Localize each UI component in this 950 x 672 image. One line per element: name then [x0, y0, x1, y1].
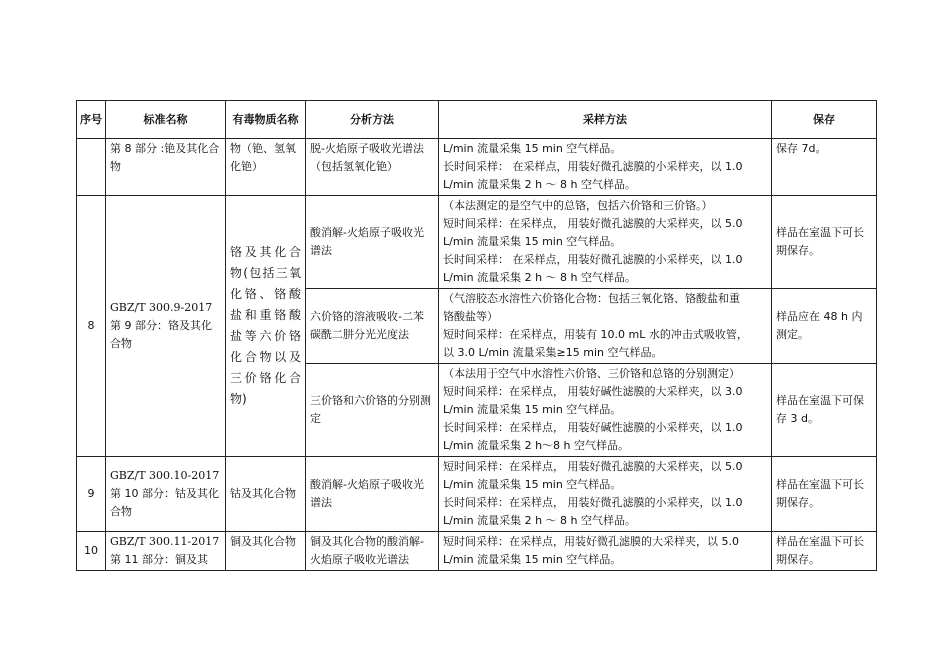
sampling-line: L/min 流量采集 2 h～8 h 空气样品。 [443, 439, 630, 452]
sampling-line: （本法测定的是空气中的总铬，包括六价铬和三价铬。） [443, 199, 713, 212]
analysis-method: 三价铬和六价铬的分别测定 [306, 364, 439, 457]
analysis-method: 脱-火焰原子吸收光谱法（包括氢氧化铯） [306, 139, 439, 196]
sampling-method [439, 139, 772, 196]
storage: 样品在室温下可保存 3 d。 [772, 364, 877, 457]
sampling-line: 短时间采样：在采样点，用装好微孔滤膜的大采样夹，以 5.0 [443, 535, 739, 548]
row-number [77, 139, 106, 196]
sampling-line: 长时间采样：在采样点， 用装好碱性滤膜的小采样夹，以 1.0 [443, 421, 743, 434]
analysis-method: 铜及其化合物的酸消解-火焰原子吸收光谱法 [306, 532, 439, 571]
sampling-method [439, 532, 772, 571]
storage: 样品在室温下可长期保存。 [772, 457, 877, 532]
sampling-line: 短时间采样：在采样点， 用装好微孔滤膜的大采样夹，以 5.0 [443, 460, 743, 473]
sampling-line: 短时间采样：在采样点， 用装好微孔滤膜的大采样夹，以 5.0 [443, 217, 743, 230]
analysis-method: 六价铬的溶液吸收-二苯碳酰二肼分光光度法 [306, 289, 439, 364]
standard-name [106, 139, 226, 196]
sampling-method [439, 457, 772, 532]
table-row [77, 196, 877, 289]
analysis-method: 酸消解-火焰原子吸收光谱法 [306, 457, 439, 532]
header-row [77, 101, 877, 139]
sampling-line: L/min 流量采集 2 h ～ 8 h 空气样品。 [443, 271, 636, 284]
sampling-line: 短时间采样：在采样点， 用装好碱性滤膜的大采样夹，以 3.0 [443, 385, 743, 398]
header-method: 分析方法 [306, 101, 439, 139]
sampling-line: 铬酸盐等） [443, 310, 498, 323]
header-sampling: 采样方法 [439, 101, 772, 139]
toxic-substance: 钴及其化合物 [226, 457, 306, 532]
row-number: 8 [77, 196, 106, 457]
sampling-method [439, 364, 772, 457]
table-row [77, 457, 877, 532]
standard-code: GBZ/T 300.11-2017 [110, 535, 220, 548]
sampling-line: L/min 流量采集 15 min 空气样品。 [443, 553, 622, 566]
storage: 样品在室温下可长期保存。 [772, 196, 877, 289]
sampling-line: 短时间采样：在采样点，用装有 10.0 mL 水的冲击式吸收管， [443, 328, 748, 341]
storage: 保存 7d。 [772, 139, 877, 196]
header-standard: 标准名称 [106, 101, 226, 139]
storage: 样品在室温下可长期保存。 [772, 532, 877, 571]
sampling-line: L/min 流量采集 15 min 空气样品。 [443, 478, 622, 491]
sampling-line: L/min 流量采集 15 min 空气样品。 [443, 235, 622, 248]
sampling-line: 长时间采样：在采样点， 用装好微孔滤膜的小采样夹，以 1.0 [443, 496, 743, 509]
standard-part: 第 10 部分：钴及其化合物 [110, 487, 219, 518]
sampling-line: L/min 流量采集 2 h ～ 8 h 空气样品。 [443, 514, 636, 527]
sampling-line: 长时间采样： 在采样点，用装好微孔滤膜的小采样夹，以 1.0 [443, 253, 743, 266]
sampling-line: （气溶胶态水溶性六价铬化合物：包括三氧化铬、铬酸盐和重 [443, 292, 740, 305]
sampling-line: 长时间采样： 在采样点，用装好微孔滤膜的小采样夹，以 1.0 [443, 160, 743, 173]
table-row [77, 139, 877, 196]
sampling-line: L/min 流量采集 2 h ～ 8 h 空气样品。 [443, 178, 636, 191]
analysis-method: 酸消解-火焰原子吸收光谱法 [306, 196, 439, 289]
header-substance: 有毒物质名称 [226, 101, 306, 139]
standard-part: 第 11 部分：铜及其 [110, 553, 208, 566]
row-number: 10 [77, 532, 106, 571]
sampling-line: 以 3.0 L/min 流量采集≥15 min 空气样品。 [443, 346, 663, 359]
header-storage: 保存 [772, 101, 877, 139]
standards-table [76, 100, 877, 571]
standard-part: 第 8 部分 :铯及其化合物 [110, 142, 220, 173]
storage: 样品应在 48 h 内测定。 [772, 289, 877, 364]
standard-code: GBZ/T 300.10-2017 [110, 469, 220, 482]
standard-code: GBZ/T 300.9-2017 [110, 301, 213, 314]
sampling-line: L/min 流量采集 15 min 空气样品。 [443, 403, 622, 416]
header-no: 序号 [77, 101, 106, 139]
toxic-substance: 铜及其化合物 [226, 532, 306, 571]
table-row [77, 532, 877, 571]
sampling-line: L/min 流量采集 15 min 空气样品。 [443, 142, 622, 155]
toxic-substance: 铬及其化合物(包括三氧化铬、铬酸盐和重铬酸盐等六价铬化合物以及三价铬化合物) [226, 196, 306, 457]
toxic-substance: 物（铯、氢氧化铯） [226, 139, 306, 196]
standard-name [106, 457, 226, 532]
row-number: 9 [77, 457, 106, 532]
standard-name [106, 196, 226, 457]
sampling-line: （本法用于空气中水溶性六价铬、三价铬和总铬的分别测定） [443, 367, 740, 380]
standard-part: 第 9 部分：铬及其化合物 [110, 319, 212, 350]
standard-name [106, 532, 226, 571]
sampling-method [439, 196, 772, 289]
sampling-method [439, 289, 772, 364]
